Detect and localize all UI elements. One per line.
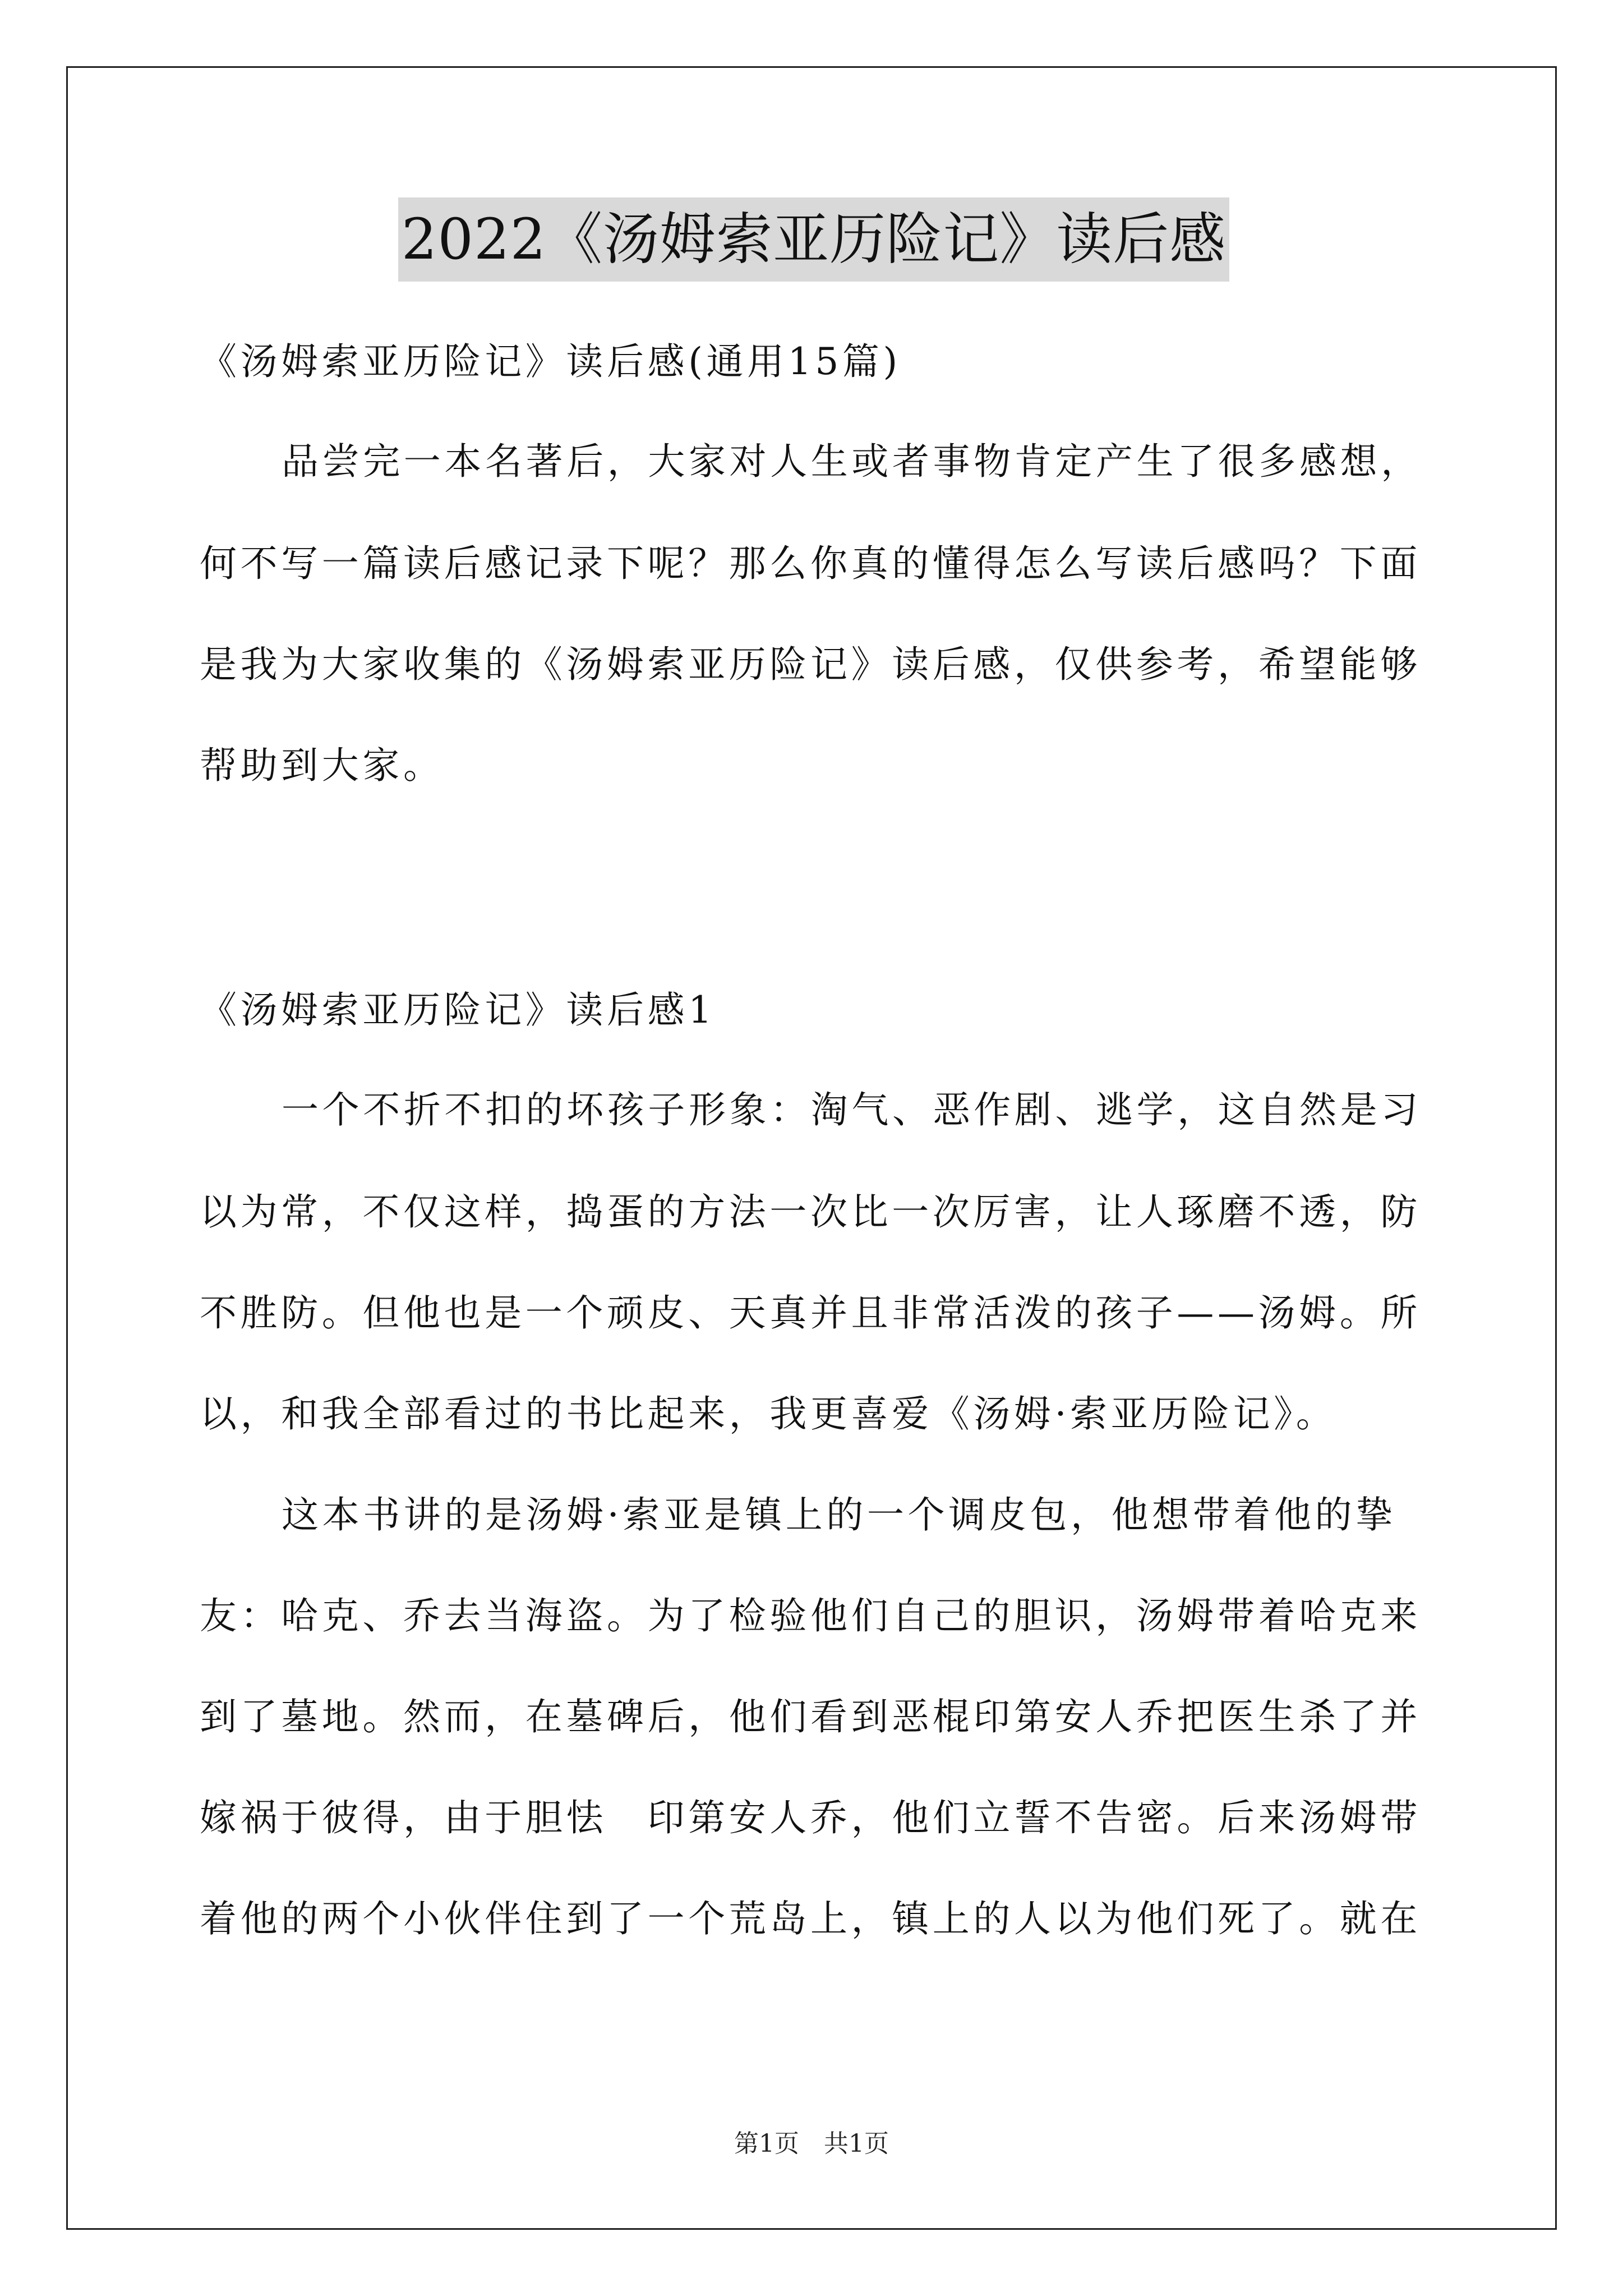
section1-para1-line-3: 不胜防。但他也是一个顽皮、天真并且非常活泼的孩子——汤姆。所 bbox=[200, 1291, 1421, 1335]
section1-para2-line-2: 友：哈克、乔去当海盗。为了检验他们自己的胆识，汤姆带着哈克来 bbox=[200, 1594, 1421, 1637]
intro-line-3: 是我为大家收集的《汤姆索亚历险记》读后感，仅供参考，希望能够 bbox=[200, 643, 1421, 686]
section1-para2-line-3: 到了墓地。然而，在墓碑后，他们看到恶棍印第安人乔把医生杀了并 bbox=[200, 1695, 1421, 1738]
section1-para1-line-4: 以，和我全部看过的书比起来，我更喜爱《汤姆·索亚历险记》。 bbox=[200, 1392, 1337, 1435]
page-footer: 第1页 共1页 bbox=[734, 2129, 889, 2158]
section1-para1-line-1: 一个不折不扣的坏孩子形象：淘气、恶作剧、逃学，这自然是习 bbox=[282, 1088, 1422, 1131]
intro-line-1: 品尝完一本名著后，大家对人生或者事物肯定产生了很多感想， bbox=[282, 440, 1422, 483]
intro-line-2: 何不写一篇读后感记录下呢？那么你真的懂得怎么写读后感吗？下面 bbox=[200, 542, 1421, 585]
section1-para1-line-2: 以为常，不仅这样，捣蛋的方法一次比一次厉害，让人琢磨不透，防 bbox=[200, 1190, 1421, 1234]
section1-para2-line-4: 嫁祸于彼得，由于胆怯 印第安人乔，他们立誓不告密。后来汤姆带 bbox=[200, 1796, 1421, 1839]
section1-para2-line-1: 这本书讲的是汤姆·索亚是镇上的一个调皮包，他想带着他的挚 bbox=[282, 1493, 1396, 1536]
document-title: 2022《汤姆索亚历险记》读后感 bbox=[398, 197, 1230, 282]
intro-line-4: 帮助到大家。 bbox=[200, 744, 444, 787]
section1-heading: 《汤姆索亚历险记》读后感1 bbox=[200, 988, 716, 1032]
document-subtitle: 《汤姆索亚历险记》读后感(通用15篇) bbox=[200, 340, 901, 383]
title-wrap bbox=[200, 197, 1428, 282]
section1-para2-line-5: 着他的两个小伙伴住到了一个荒岛上，镇上的人以为他们死了。就在 bbox=[200, 1897, 1421, 1940]
